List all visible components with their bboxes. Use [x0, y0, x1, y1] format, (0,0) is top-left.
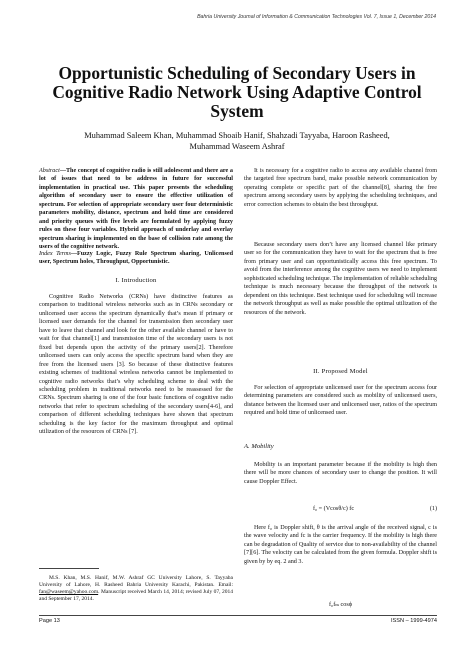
abstract-text: The concept of cognitive radio is still adolescent and there are a lot of issues that need to be address in future for successful implementation in practical use. This paper presents the scheduling algorithm of secondary user to ensure the effective utilization of spectrum. For selection of appropriate secondary user four deterministic parameters mobility, distance, spectrum and hold time are considered and priority queues with five levels are formulated by applying fuzzy rules on these four variables. Hybrid approach of underlay and overlay spectrum sharing is implemented on the base of collision rate among the users of the cognitive network. [39, 168, 233, 251]
section-heading-proposed-model: II. Proposed Model [313, 368, 368, 375]
author-line-1: Muhammad Saleem Khan, Muhammad Shoaib Hanif, Shahzadi Tayyaba, Haroon Rasheed, [84, 131, 390, 140]
issn: ISSN – 1999-4974 [390, 618, 437, 624]
right-paragraph-3: For selection of appropriate unlicensed user for the spectrum access four determining parameters are considered such as mobility of unlicensed users, distance between the licensed user and unlicensed user, ratios of the spectrum required and hold time of unlicensed user. [244, 385, 437, 417]
journal-header: Bahria University Journal of Information & Communication Technologies Vol. 7, Issue 1, December 2014 [197, 14, 436, 20]
section-heading-introduction: I. Introduction [115, 277, 157, 284]
footnote-divider [39, 568, 99, 569]
right-column-paragraph-4 [244, 461, 437, 486]
paper-title: Opportunistic Scheduling of Secondary Users in Cognitive Radio Network Using Adaptive Control System [52, 63, 422, 121]
introduction-paragraph: Cognitive Radio Networks (CRNs) have distinctive features as comparison to traditional wireless networks such as in CRNs secondary or unlicensed user access the spectrum dynamically that’s mean if primary or licensed user demands for the channel for transmission then secondary user have to leave that channel and look for the other available channel or have to wait for that channel[1] and transmission time of the secondary users is not fixed but depends upon the activity of the primary users[2]. Therefore unlicensed users can only access the specific spectrum band when they are free from the licensed users [3]. So because of these distinctive features existing schemes of traditional wireless networks cannot be implemented to cognitive radio networks that’s why scheduling scheme to deal with the scheduling problem in traditional networks need to be reassessed for the CRNs. Spectrum sharing is one of the four basic functions of cognitive radio networks that refer to spectrum scheduling of the secondary users[4-6], and comparison of different scheduling techniques have shown that spectrum scheduling is the key factor for the maximum throughput and optimal utilization of the resources of CRNs [7]. [39, 294, 233, 436]
right-column-paragraph-5 [244, 524, 437, 566]
subsection-heading-mobility: A. Mobility [244, 443, 274, 450]
footnote-email-link[interactable]: fan@waseem@yahoo.com [39, 588, 99, 595]
right-column-paragraph-1 [244, 167, 437, 209]
author-list [46, 130, 428, 152]
right-column-paragraph-2 [244, 241, 437, 317]
abstract [39, 167, 233, 252]
right-column-paragraph-3 [244, 384, 437, 418]
right-paragraph-4: Mobility is an important parameter because if the mobility is high then there will be more chances of secondary user to change the position. It will cause Doppler Effect. [244, 462, 437, 485]
right-paragraph-1: It is necessary for a cognitive radio to access any available channel from the targeted free spectrum band, make possible network communication by operating complete or specific part of the channel[8], sharing the free spectrum among secondary users by applying the scheduling techniques, and error correction schemes to obtain the best throughput. [244, 168, 437, 208]
footer-divider [39, 615, 437, 616]
index-terms-lead: Index Terms [39, 251, 71, 257]
footnote-text-2: . Manuscript received March 14, 2014; revised July 07, 2014 and September 17, 2014. [39, 588, 233, 602]
author-footnote [39, 575, 233, 603]
right-paragraph-2: Because secondary users don’t have any licensed channel like primary user so for the communication they have to wait for the spectrum that is free from primary user and can opportunistically access this free spectrum. To avoid from the interference among the cognitive users we need to implement sophisticated scheduling technique. The implementation of reliable scheduling technique is much necessary because the throughput of the network is dependent on this technique. Best technique used for scheduling will increase the network throughput as well as make possible the optimal utilization of the resources of the network. [244, 242, 437, 316]
equation-2 [244, 599, 437, 611]
footnote-text-1: M.S. Khan, M.S. Hanif, M.W. Ashraf GC University Lahore, S. Tayyaba University of Lahore, H. Rasheed Bahria University Karachi, Pakistan. Email: [39, 575, 233, 588]
page-number: Page 13 [39, 618, 60, 624]
index-terms [39, 250, 233, 267]
abstract-lead: Abstract [39, 168, 60, 174]
author-line-2: Muhammad Waseem Ashraf [189, 142, 285, 151]
equation-1-body: f₀ = (Vcosθ/c) fc [312, 505, 355, 512]
equation-2-body: f₀fₘ cosϕ [329, 601, 352, 608]
equation-1 [244, 503, 437, 515]
index-terms-text: Fuzzy Logic, Fuzzy Rule Spectrum sharing, Unlicensed user, Spectrum holes, Throughput, Opportunistic. [39, 251, 233, 266]
right-paragraph-5: Here f₀ is Doppler shift, θ is the arrival angle of the received signal, c is the wave velocity and fc is the carrier frequency. If the mobility is high there can be degradation of Quality of service due to non-availability of the channel [7][6]. The velocity can be calculated from the given formula. Doppler shift is given by by eq. 2 and 3. [244, 525, 437, 565]
index-terms-dash: — [70, 251, 77, 257]
abstract-dash: — [59, 168, 66, 174]
introduction-body [39, 293, 233, 437]
equation-1-number: (1) [429, 505, 437, 512]
